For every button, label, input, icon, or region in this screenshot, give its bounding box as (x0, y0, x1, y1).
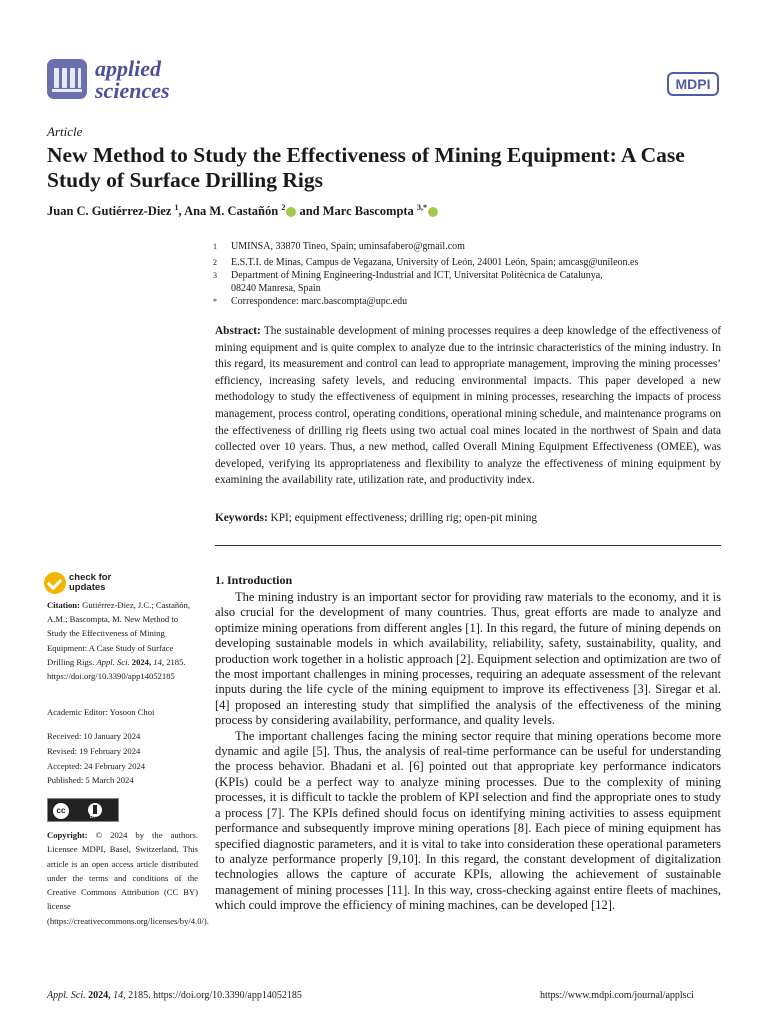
footer-journal-link[interactable]: https://www.mdpi.com/journal/applsci (540, 990, 694, 1001)
keywords: Keywords: KPI; equipment effectiveness; drilling rig; open-pit mining (215, 512, 538, 524)
affiliation-text: 08240 Manresa, Spain (231, 283, 321, 294)
affiliation-text: Correspondence: marc.bascompta@upc.edu (231, 296, 408, 307)
accepted-date: Accepted: 24 February 2024 (47, 761, 146, 771)
received-date: Received: 10 January 2024 (47, 731, 141, 741)
orcid-icon[interactable] (286, 207, 296, 217)
publisher-logo: MDPI (667, 72, 719, 96)
abstract: Abstract: The sustainable development of mining processes requires a deep knowledge of the effectiveness of mining equipment and is quite complex to analyze due to the intrinsic characteristics of the mining industry. In this regard, its measurement and control can lead to appropriate management, improving the mining processes’ efficiency, increasing safety levels, and reducing environmental impacts. This paper developed a new methodology to study the effectiveness of equipment in mining processes, researching the impacts of process management, process control, operating conditions, operational mining schedule, and maintenance programs on the effectiveness of drilling rig fleets using two actual coal mines located in the northwest of Spain and data collected over 10 years. Thus, a new method, called Overall Mining Equipment Effectiveness (OMEE), was developed, verifying its appropriateness and flexibility to analyze the effectiveness of mining equipment by examining the availability rate, utilization rate, and productivity index. (215, 325, 721, 487)
affiliation-number: 3 (213, 271, 217, 280)
paragraph: The important challenges facing the mining sector require that mining operations become more dynamic and agile [5]. Thus, the analysis of real-time performance can be useful for understanding the process behavior. Bhadani et al. [6] pointed out that appropriate key performance indicators (KPIs) could be a perfect way to analyze mining processes. Due to the complexity of mining processes, it is difficult to tackle the problem of KPI selection and find the appropriate ones to study a process [7]. The KPIs defined should focus on identifying mining activities to assess equipment performance and subsequently improve mining operations [8]. Each piece of mining equipment has specified diagnostic parameters, and it is vital to take into consideration these operational parameters to analyze performance properly [9,10]. In this regard, the constant development of digitalization technologies allows the capture of accurate KPIs, allowing the achievement of sustainable management of mining processes [11]. In this way, cross-checking against entire fleets of machines, which could improve the efficiency of mining machines, can be developed [12]. (215, 728, 721, 913)
paragraph: The mining industry is an important sector for providing raw materials to the economy, and it is also crucial for the development of many countries. Thus, great efforts are made to analyze and optimize mining operations from different angles [1]. In this regard, the future of mining depends on developing sustainable models in which availability, reliability, safety, sustainability, quality, and production work together in a holistic approach [2]. Equipment selection and optimization are two of the most important challenges in mining processes, requiring an adequate assessment of the relevant inputs during the life cycle of the mining equipment to improve its effectiveness [3]. Siregar et al. [4] proposed an interesting study that simplified the analysis of the effectiveness of the mining process by considering availability, performance, and quality levels. (215, 590, 721, 728)
author-affiliation-number: 3,* (416, 203, 427, 212)
affiliation-number: 1 (213, 242, 217, 251)
affiliation-text: UMINSA, 33870 Tineo, Spain; uminsafabero@gmail.com (231, 241, 465, 252)
author-name: Ana M. Castañón (184, 204, 282, 219)
author-affiliation-number: 2 (281, 203, 286, 212)
author-name: Juan C. Gutiérrez-Diez (47, 204, 175, 219)
revised-date: Revised: 19 February 2024 (47, 746, 141, 756)
affiliation-number: 2 (213, 258, 217, 267)
article-type: Article (47, 124, 83, 139)
affiliation-number: * (213, 297, 217, 306)
author-affiliation-number: 1 (174, 203, 179, 212)
published-date: Published: 5 March 2024 (47, 775, 134, 785)
check-icon (44, 572, 66, 594)
body-text (215, 590, 721, 914)
citation: Citation: Gutiérrez-Diez, J.C.; Castañón, A.M.; Bascompta, M. New Method to Study the Effectiveness of Mining Equipment: A Case Study of Surface Drilling Rigs. Appl. Sci. 2024, 14, 2185. https://doi.org/10.3390/app14052185 (47, 600, 190, 682)
author-list: Juan C. Gutiérrez-Diez $^1$, Ana M. Castañón $^2$ and Marc Bascompta $^{3,*}$ (47, 203, 438, 219)
journal-logo-icon (47, 59, 87, 99)
affiliation-text: Department of Mining Engineering-Industrial and ICT, Universitat Politècnica de Catalunya, (231, 270, 603, 281)
journal-name: applied sciences (95, 56, 170, 103)
affiliation-text: E.S.T.I. de Minas, Campus de Vegazana, University of León, 24001 León, Spain; amcasg@unileon.es (231, 257, 639, 268)
author-name: Marc Bascompta (322, 204, 417, 219)
academic-editor: Academic Editor: Yosoon Choi (47, 707, 155, 717)
section-heading: 1. Introduction (215, 573, 293, 587)
copyright-notice: Copyright: © 2024 by the authors. Licensee MDPI, Basel, Switzerland. This article is an open access article distributed under the terms and conditions of the Creative Commons Attribution (CC BY) license (https://creativecommons.org/licenses/by/4.0/). (47, 830, 209, 926)
divider (215, 545, 721, 546)
cc-by-license-icon[interactable]: cc BY (47, 798, 119, 822)
article-title: New Method to Study the Effectiveness of Mining Equipment: A Case Study of Surface Drilling Rigs (47, 143, 685, 192)
footer-citation: Appl. Sci. 2024, 14, 2185. https://doi.org/10.3390/app14052185 (47, 990, 302, 1001)
orcid-icon[interactable] (428, 207, 438, 217)
